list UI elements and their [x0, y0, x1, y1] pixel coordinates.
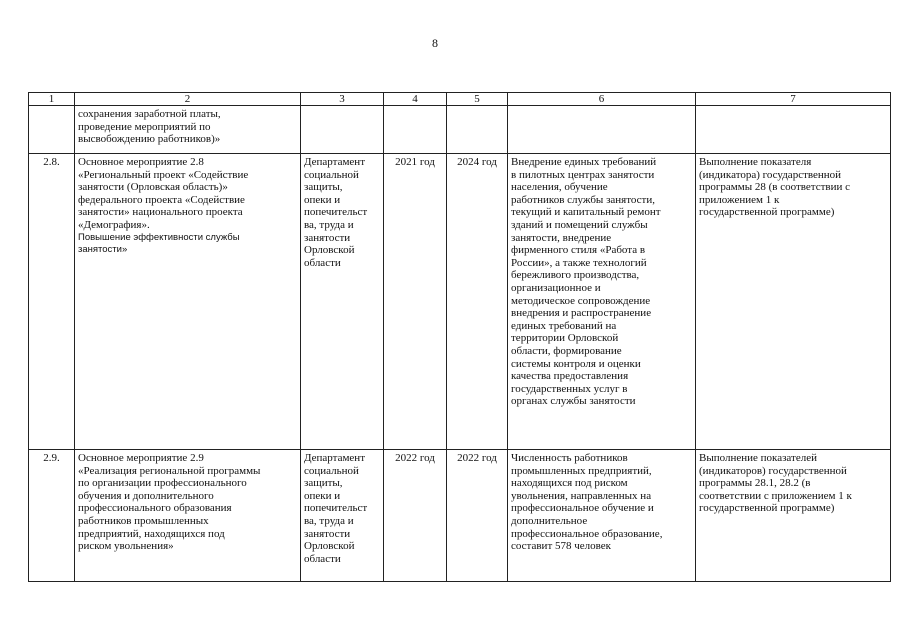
- result-line: фирменного стиля «Работа в: [511, 244, 646, 257]
- event-cell: [75, 106, 301, 154]
- start-year-cell: 2021 год: [384, 154, 447, 450]
- continuation-row: [29, 106, 891, 154]
- result-line: в пилотных центрах занятости: [511, 168, 655, 181]
- result-line: бережливого производства,: [511, 269, 640, 282]
- event-line: предприятий, находящихся под: [78, 527, 225, 540]
- link-line: государственной программе): [699, 206, 835, 219]
- column-header: 5: [447, 93, 508, 106]
- event-line: «Реализация региональной программы: [78, 464, 261, 477]
- result-line: занятости, внедрение: [511, 231, 612, 244]
- table-row: [29, 154, 891, 450]
- column-header: 7: [696, 93, 891, 106]
- num-cell: [29, 106, 75, 154]
- responsible-line: опеки и: [304, 489, 341, 502]
- event-line: занятости» национального проекта: [78, 206, 243, 219]
- result-line: методическое сопровождение: [511, 294, 651, 307]
- result-cell: [508, 450, 696, 582]
- result-line: работников службы занятости,: [511, 193, 655, 206]
- responsible-line: попечительст: [304, 502, 368, 515]
- result-cell: [508, 106, 696, 154]
- responsible-line: занятости: [304, 231, 351, 244]
- responsible-line: защиты,: [304, 181, 343, 194]
- responsible-line: занятости: [304, 527, 351, 540]
- column-header: 4: [384, 93, 447, 106]
- link-line: (индикатора) государственной: [699, 168, 842, 181]
- link-line: приложением 1 к: [699, 193, 780, 206]
- result-line: территории Орловской: [511, 332, 619, 345]
- event-line: Основное мероприятие 2.8: [78, 156, 204, 168]
- responsible-cell: [301, 154, 384, 450]
- result-line: текущий и капитальный ремонт: [511, 206, 661, 219]
- result-line: находящихся под риском: [511, 477, 628, 490]
- responsible-cell: [301, 106, 384, 154]
- event-small-line: занятости»: [78, 243, 128, 255]
- result-line: увольнения, направленных на: [511, 489, 652, 502]
- event-line: занятости (Орловская область)»: [78, 181, 228, 194]
- indicator-link-cell: [696, 106, 891, 154]
- responsible-line: Департамент: [304, 452, 366, 464]
- result-line: государственных услуг в: [511, 382, 628, 395]
- indicator-link-cell: [696, 450, 891, 582]
- responsible-line: области: [304, 552, 341, 565]
- page-number: 8: [432, 36, 438, 50]
- result-line: профессиональное образование,: [511, 527, 663, 540]
- link-line: соответствии с приложением 1 к: [699, 489, 852, 502]
- event-line: «Демография».: [78, 218, 150, 231]
- event-line: сохранения заработной платы,: [78, 108, 221, 120]
- start-year-cell: [384, 106, 447, 154]
- responsible-line: ва, труда и: [304, 218, 354, 231]
- result-line: дополнительное: [511, 514, 588, 527]
- result-line: органах службы занятости: [511, 395, 636, 408]
- responsible-line: Департамент: [304, 156, 366, 168]
- column-header: 1: [29, 93, 75, 106]
- responsible-cell: [301, 450, 384, 582]
- link-line: Выполнение показателя: [699, 156, 812, 168]
- responsible-line: Орловской: [304, 244, 355, 257]
- column-header: 6: [508, 93, 696, 106]
- link-line: государственной программе): [699, 502, 835, 515]
- result-line: промышленных предприятий,: [511, 464, 652, 477]
- end-year-cell: 2024 год: [447, 154, 508, 450]
- result-line: системы контроля и оценки: [511, 357, 641, 370]
- result-line: качества предоставления: [511, 370, 629, 383]
- end-year-cell: [447, 106, 508, 154]
- result-line: области, формирование: [511, 344, 622, 357]
- responsible-line: попечительст: [304, 206, 368, 219]
- responsible-line: ва, труда и: [304, 514, 354, 527]
- link-line: программы 28.1, 28.2 (в: [699, 477, 811, 490]
- link-line: Выполнение показателей: [699, 452, 817, 464]
- result-cell: [508, 154, 696, 450]
- result-line: организационное и: [511, 281, 601, 294]
- num-cell: 2.8.: [29, 154, 75, 450]
- column-header: 3: [301, 93, 384, 106]
- event-line: «Региональный проект «Содействие: [78, 168, 249, 181]
- indicator-link-cell: [696, 154, 891, 450]
- event-line: проведение мероприятий по: [78, 120, 211, 133]
- responsible-line: социальной: [304, 168, 359, 181]
- link-line: программы 28 (в соответствии с: [699, 181, 850, 194]
- result-line: составит 578 человек: [511, 540, 612, 553]
- result-line: населения, обучение: [511, 181, 608, 194]
- result-line: Численность работников: [511, 452, 628, 464]
- result-line: России», а также технологий: [511, 256, 647, 269]
- responsible-line: защиты,: [304, 477, 343, 490]
- result-line: единых требований на: [511, 319, 617, 332]
- program-events-table: [28, 92, 891, 582]
- table-row: [29, 450, 891, 582]
- event-cell: [75, 450, 301, 582]
- num-cell: 2.9.: [29, 450, 75, 582]
- start-year-cell: 2022 год: [384, 450, 447, 582]
- event-line: высвобождению работников)»: [78, 133, 221, 146]
- event-line: обучения и дополнительного: [78, 489, 214, 502]
- responsible-line: Орловской: [304, 540, 355, 553]
- result-line: Внедрение единых требований: [511, 156, 657, 168]
- column-number-header-row: [29, 93, 891, 106]
- link-line: (индикаторов) государственной: [699, 464, 847, 477]
- event-line: работников промышленных: [78, 514, 209, 527]
- result-line: профессиональное обучение и: [511, 502, 654, 515]
- event-cell: [75, 154, 301, 450]
- event-small-line: Повышение эффективности службы: [78, 231, 240, 243]
- column-header: 2: [75, 93, 301, 106]
- event-line: федерального проекта «Содействие: [78, 193, 245, 206]
- event-line: риском увольнения»: [78, 540, 174, 553]
- responsible-line: области: [304, 256, 341, 269]
- event-line: по организации профессионального: [78, 477, 247, 490]
- result-line: зданий и помещений службы: [511, 218, 648, 231]
- event-line: профессионального образования: [78, 502, 232, 515]
- result-line: внедрения и распространение: [511, 307, 652, 320]
- responsible-line: социальной: [304, 464, 359, 477]
- end-year-cell: 2022 год: [447, 450, 508, 582]
- responsible-line: опеки и: [304, 193, 341, 206]
- event-line: Основное мероприятие 2.9: [78, 452, 204, 464]
